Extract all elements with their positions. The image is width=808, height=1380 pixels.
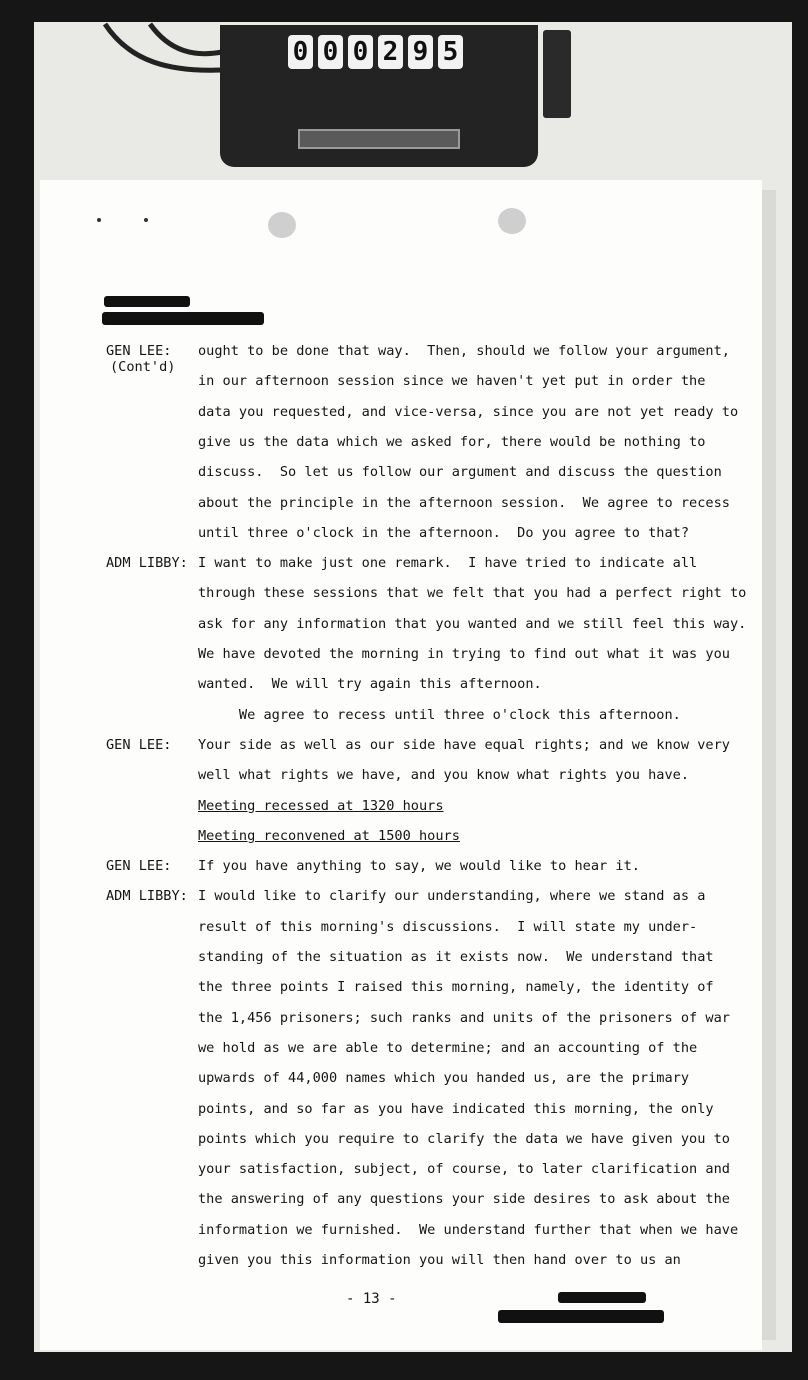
- transcript-line: information we furnished. We understand further that when we have: [198, 1221, 739, 1238]
- speaker-label: GEN LEE:: [106, 736, 172, 753]
- transcript-line: We have devoted the morning in trying to find out what it was you: [198, 646, 730, 662]
- session-note: Meeting reconvened at 1500 hours: [198, 827, 460, 844]
- transcript-line: the answering of any questions your side desires to ask about the: [198, 1191, 730, 1208]
- counter-digit: 5: [438, 35, 463, 69]
- counter-digit: 0: [348, 35, 373, 69]
- transcript-line: given you this information you will then hand over to us an: [198, 1252, 681, 1268]
- counter-cable: [100, 22, 225, 82]
- frame-counter-digits: [288, 35, 463, 71]
- transcript-line: I want to make just one remark. I have tried to indicate all: [198, 555, 698, 572]
- speaker-label: GEN LEE:: [106, 343, 172, 359]
- transcript-line: in our afternoon session since we haven't yet put in order the: [198, 373, 706, 390]
- punch-hole: [268, 212, 296, 238]
- speaker-label: ADM LIBBY:: [106, 555, 188, 572]
- transcript-line: Your side as well as our side have equal rights; and we know very: [198, 736, 730, 753]
- counter-knob: [543, 30, 571, 118]
- transcript-line: until three o'clock in the afternoon. Do you agree to that?: [198, 524, 690, 541]
- transcript-line: We agree to recess until three o'clock this afternoon.: [198, 706, 681, 723]
- transcript-line: upwards of 44,000 names which you handed us, are the primary: [198, 1070, 690, 1087]
- session-note: Meeting recessed at 1320 hours: [198, 797, 444, 814]
- transcript-line: ought to be done that way. Then, should we follow your argument,: [198, 343, 730, 359]
- page-number: - 13 -: [346, 1291, 397, 1307]
- transcript-line: through these sessions that we felt that you had a perfect right to: [198, 585, 747, 602]
- transcript-line: the 1,456 prisoners; such ranks and units of the prisoners of war: [198, 1009, 730, 1026]
- transcript-line: result of this morning's discussions. I will state my under-: [198, 918, 698, 935]
- frame-counter: [220, 25, 538, 167]
- transcript-line: wanted. We will try again this afternoon.: [198, 676, 542, 693]
- speck: [144, 218, 148, 222]
- transcript-line: If you have anything to say, we would like to hear it.: [198, 858, 640, 875]
- transcript-line: points which you require to clarify the data we have given you to: [198, 1130, 730, 1147]
- transcript-line: I would like to clarify our understanding, where we stand as a: [198, 888, 706, 905]
- transcript-line: give us the data which we asked for, there would be nothing to: [198, 433, 706, 450]
- transcript-line: well what rights we have, and you know what rights you have.: [198, 767, 690, 784]
- speaker-label: ADM LIBBY:: [106, 888, 188, 905]
- transcript-line: standing of the situation as it exists now. We understand that: [198, 949, 714, 965]
- transcript-line: points, and so far as you have indicated this morning, the only: [198, 1100, 714, 1117]
- transcript-line: the three points I raised this morning, namely, the identity of: [198, 979, 714, 996]
- transcript-line: data you requested, and vice-versa, since you are not yet ready to: [198, 403, 739, 420]
- counter-digit: 2: [378, 35, 403, 69]
- punch-hole: [498, 208, 526, 234]
- speaker-continued-label: (Cont'd): [110, 359, 176, 375]
- transcript-line: your satisfaction, subject, of course, to later clarification and: [198, 1161, 730, 1178]
- transcript-line: ask for any information that you wanted and we still feel this way.: [198, 615, 747, 632]
- counter-digit: 0: [318, 35, 343, 69]
- redaction-bar: [498, 1310, 664, 1323]
- counter-digit: 0: [288, 35, 313, 69]
- redaction-bar: [102, 312, 264, 325]
- counter-label-plate: [298, 129, 460, 149]
- speaker-label: GEN LEE:: [106, 858, 172, 875]
- redaction-bar: [104, 296, 190, 307]
- transcript-line: about the principle in the afternoon session. We agree to recess: [198, 494, 730, 511]
- speck: [97, 218, 101, 222]
- counter-digit: 9: [408, 35, 433, 69]
- transcript-line: discuss. So let us follow our argument and discuss the question: [198, 464, 722, 481]
- transcript-line: we hold as we are able to determine; and an accounting of the: [198, 1039, 698, 1056]
- document-page: [40, 180, 762, 1350]
- redaction-bar: [558, 1292, 646, 1303]
